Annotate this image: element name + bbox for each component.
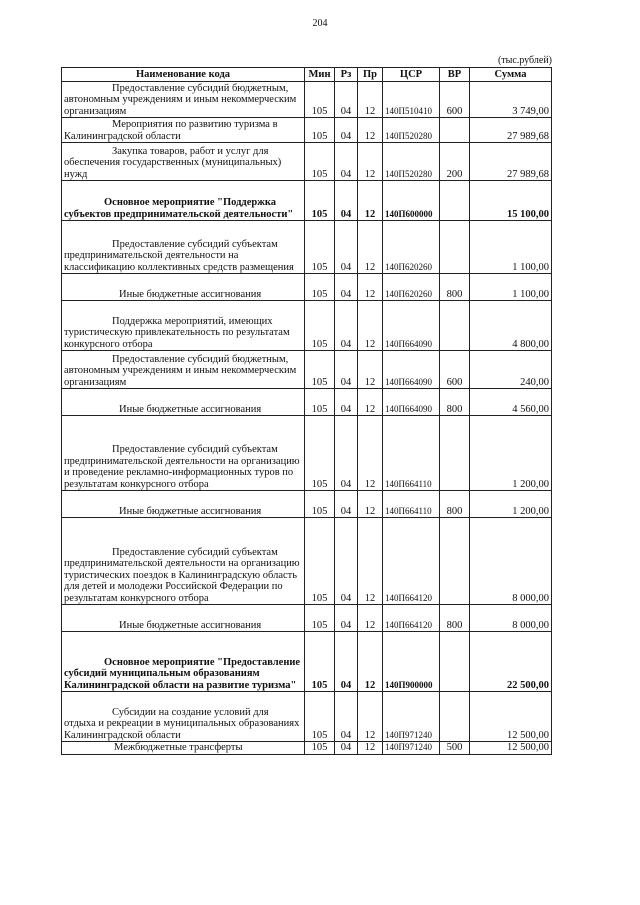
row-pr: 12 [358, 221, 383, 274]
row-pr: 12 [358, 82, 383, 118]
row-vr [440, 221, 470, 274]
row-sum: 1 100,00 [470, 274, 552, 301]
row-csr: 140П971240 [383, 692, 440, 742]
table-row [62, 742, 552, 755]
header-vr: ВР [440, 68, 470, 82]
row-csr: 140П664120 [383, 605, 440, 632]
row-sum: 4 800,00 [470, 301, 552, 351]
table-header-row [62, 68, 552, 82]
header-rz: Рз [335, 68, 358, 82]
row-pr: 12 [358, 692, 383, 742]
row-rz: 04 [335, 742, 358, 755]
table-row [62, 221, 552, 274]
row-sum: 240,00 [470, 351, 552, 389]
row-csr: 140П664110 [383, 416, 440, 491]
units-label: (тыс.рублей) [497, 55, 552, 66]
row-sum: 4 560,00 [470, 389, 552, 416]
row-name: Иные бюджетные ассигнования [62, 491, 305, 518]
row-name: Закупка товаров, работ и услуг для обеспечения государственных (муниципальных) нужд [62, 143, 305, 181]
header-pr: Пр [358, 68, 383, 82]
row-pr: 12 [358, 301, 383, 351]
header-sum: Сумма [470, 68, 552, 82]
table-row [62, 301, 552, 351]
row-vr: 800 [440, 605, 470, 632]
row-min: 105 [305, 742, 335, 755]
row-sum: 1 100,00 [470, 221, 552, 274]
table-row [62, 389, 552, 416]
row-min: 105 [305, 389, 335, 416]
row-vr [440, 118, 470, 143]
table-row [62, 143, 552, 181]
row-min: 105 [305, 143, 335, 181]
row-rz: 04 [335, 491, 358, 518]
row-min: 105 [305, 632, 335, 692]
row-pr: 12 [358, 389, 383, 416]
row-vr: 800 [440, 389, 470, 416]
row-vr [440, 632, 470, 692]
row-name: Предоставление субсидий субъектам предпринимательской деятельности на организацию и проведение рекламно-информационных туров по результатам конкурсного отбора [62, 416, 305, 491]
table-row [62, 181, 552, 221]
row-rz: 04 [335, 416, 358, 491]
row-sum: 27 989,68 [470, 143, 552, 181]
row-rz: 04 [335, 632, 358, 692]
row-sum: 27 989,68 [470, 118, 552, 143]
row-vr: 200 [440, 143, 470, 181]
row-sum: 1 200,00 [470, 416, 552, 491]
row-pr: 12 [358, 632, 383, 692]
row-csr: 140П620260 [383, 221, 440, 274]
row-csr: 140П520280 [383, 143, 440, 181]
table-row [62, 416, 552, 491]
row-csr: 140П664090 [383, 351, 440, 389]
row-name: Предоставление субсидий бюджетным, автономным учреждениям и иным некоммерческим организациям [62, 82, 305, 118]
row-csr: 140П664090 [383, 301, 440, 351]
row-pr: 12 [358, 416, 383, 491]
row-csr: 140П971240 [383, 742, 440, 755]
row-min: 105 [305, 605, 335, 632]
header-name: Наименование кода [62, 68, 305, 82]
row-name: Предоставление субсидий субъектам предпринимательской деятельности на организацию туристических поездок в Калининградскую область для детей и молодежи Российской Федерации по результатам конкурсного отбора [62, 518, 305, 605]
row-sum: 1 200,00 [470, 491, 552, 518]
row-name: Межбюджетные трансферты [62, 742, 305, 755]
row-name: Иные бюджетные ассигнования [62, 274, 305, 301]
row-pr: 12 [358, 351, 383, 389]
table-row [62, 274, 552, 301]
row-rz: 04 [335, 605, 358, 632]
table-row [62, 351, 552, 389]
row-min: 105 [305, 692, 335, 742]
row-name: Предоставление субсидий бюджетным, автономным учреждениям и иным некоммерческим организациям [62, 351, 305, 389]
table-row [62, 82, 552, 118]
row-min: 105 [305, 274, 335, 301]
row-rz: 04 [335, 692, 358, 742]
row-vr: 500 [440, 742, 470, 755]
row-pr: 12 [358, 143, 383, 181]
row-vr: 600 [440, 82, 470, 118]
table-row [62, 518, 552, 605]
row-name: Мероприятия по развитию туризма в Калининградской области [62, 118, 305, 143]
row-rz: 04 [335, 82, 358, 118]
row-csr: 140П900000 [383, 632, 440, 692]
row-rz: 04 [335, 274, 358, 301]
row-min: 105 [305, 351, 335, 389]
budget-table [61, 67, 552, 755]
row-rz: 04 [335, 351, 358, 389]
row-csr: 140П664120 [383, 518, 440, 605]
row-pr: 12 [358, 518, 383, 605]
row-sum: 3 749,00 [470, 82, 552, 118]
row-csr: 140П620260 [383, 274, 440, 301]
row-csr: 140П510410 [383, 82, 440, 118]
row-vr [440, 518, 470, 605]
row-pr: 12 [358, 118, 383, 143]
row-pr: 12 [358, 491, 383, 518]
row-vr: 800 [440, 274, 470, 301]
row-csr: 140П600000 [383, 181, 440, 221]
row-min: 105 [305, 518, 335, 605]
page-number: 204 [312, 18, 328, 29]
row-vr [440, 301, 470, 351]
row-min: 105 [305, 221, 335, 274]
row-vr: 800 [440, 491, 470, 518]
table-row [62, 605, 552, 632]
row-name: Предоставление субсидий субъектам предпринимательской деятельности на классификацию коллективных средств размещения [62, 221, 305, 274]
row-min: 105 [305, 416, 335, 491]
table-row [62, 632, 552, 692]
row-vr [440, 416, 470, 491]
row-rz: 04 [335, 518, 358, 605]
row-sum: 8 000,00 [470, 605, 552, 632]
row-name: Поддержка мероприятий, имеющих туристическую привлекательность по результатам конкурсного отбора [62, 301, 305, 351]
header-min: Мин [305, 68, 335, 82]
row-name: Основное мероприятие "Предоставление субсидий муниципальным образованиям Калининградской области на развитие туризма" [62, 632, 305, 692]
row-pr: 12 [358, 605, 383, 632]
row-vr [440, 181, 470, 221]
row-rz: 04 [335, 143, 358, 181]
row-name: Иные бюджетные ассигнования [62, 605, 305, 632]
row-pr: 12 [358, 181, 383, 221]
row-sum: 12 500,00 [470, 742, 552, 755]
row-min: 105 [305, 181, 335, 221]
row-name: Иные бюджетные ассигнования [62, 389, 305, 416]
row-sum: 22 500,00 [470, 632, 552, 692]
row-min: 105 [305, 301, 335, 351]
row-sum: 12 500,00 [470, 692, 552, 742]
row-pr: 12 [358, 274, 383, 301]
row-rz: 04 [335, 181, 358, 221]
row-min: 105 [305, 491, 335, 518]
row-name: Основное мероприятие "Поддержка субъектов предпринимательской деятельности" [62, 181, 305, 221]
row-rz: 04 [335, 221, 358, 274]
row-rz: 04 [335, 118, 358, 143]
header-csr: ЦСР [383, 68, 440, 82]
row-min: 105 [305, 82, 335, 118]
row-rz: 04 [335, 301, 358, 351]
row-csr: 140П520280 [383, 118, 440, 143]
table-row [62, 692, 552, 742]
table-row [62, 491, 552, 518]
row-sum: 8 000,00 [470, 518, 552, 605]
row-name: Субсидии на создание условий для отдыха и рекреации в муниципальных образованиях Калининградской области [62, 692, 305, 742]
row-csr: 140П664110 [383, 491, 440, 518]
table-row [62, 118, 552, 143]
row-min: 105 [305, 118, 335, 143]
row-sum: 15 100,00 [470, 181, 552, 221]
row-vr [440, 692, 470, 742]
row-csr: 140П664090 [383, 389, 440, 416]
row-vr: 600 [440, 351, 470, 389]
row-pr: 12 [358, 742, 383, 755]
row-rz: 04 [335, 389, 358, 416]
